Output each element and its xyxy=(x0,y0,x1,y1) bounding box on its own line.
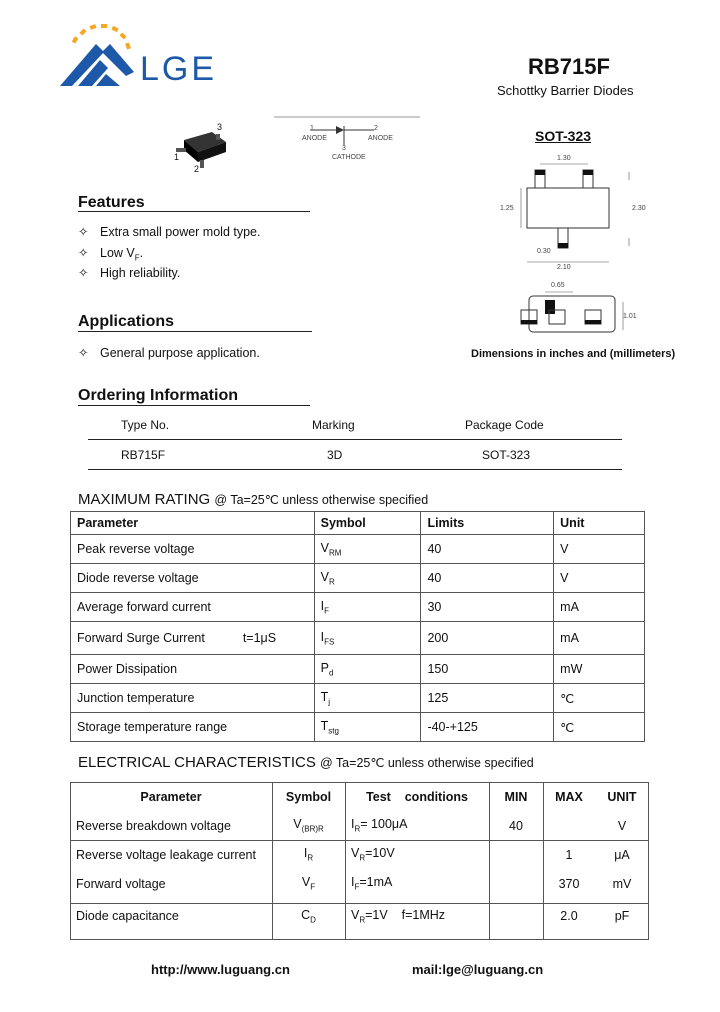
symbol-main: I xyxy=(320,629,325,644)
parameter-extra: t=1μS xyxy=(242,631,277,645)
package-top-view-drawing xyxy=(495,150,655,275)
row-parameter xyxy=(71,622,315,655)
symbol-sub: F xyxy=(324,606,329,616)
ec-condition xyxy=(345,840,489,869)
table-row xyxy=(71,535,645,564)
electrical-title: ELECTRICAL CHARACTERISTICS xyxy=(78,754,316,771)
dimensions-caption: Dimensions in inches and (millimeters) xyxy=(471,348,676,360)
ec-unit: μA xyxy=(614,847,630,862)
symbol-sub: R xyxy=(328,577,335,587)
feature-text: High reliability. xyxy=(100,266,181,280)
company-logo xyxy=(58,22,238,92)
feature-bullet-icon: ✧ xyxy=(78,266,89,280)
row-limit: 40 xyxy=(421,564,554,593)
ec-condition xyxy=(345,898,489,934)
feature-text: Low V xyxy=(100,246,135,260)
max-rating-table xyxy=(70,511,645,742)
dim-side-top: 0.65 xyxy=(551,282,565,289)
diode-schematic-icon xyxy=(274,115,420,171)
ec-cond-main: I xyxy=(351,875,355,890)
ec-header-parameter: Parameter xyxy=(140,789,202,804)
features-title: Features xyxy=(78,194,145,211)
package-top-view xyxy=(495,150,655,275)
row-parameter: Junction temperature xyxy=(71,684,315,713)
package-side-view-drawing xyxy=(515,280,645,340)
row-parameter: Average forward current xyxy=(71,593,315,622)
ec-parameter: Reverse voltage leakage current xyxy=(76,847,256,862)
ordering-header-package: Package Code xyxy=(465,418,544,432)
ec-header-min: MIN xyxy=(504,789,528,804)
dim-bottom-small: 0.30 xyxy=(537,248,551,255)
ec-min xyxy=(489,898,543,934)
electrical-note: @ Ta=25℃ unless otherwise specified xyxy=(320,756,534,770)
applications-title: Applications xyxy=(78,313,175,330)
ec-condition xyxy=(345,811,489,840)
ec-parameter: Forward voltage xyxy=(76,876,166,891)
application-item-1 xyxy=(78,345,260,360)
symbol-sub: FS xyxy=(324,637,335,647)
feature-text: Extra small power mold type. xyxy=(100,225,261,239)
ec-symbol xyxy=(272,898,345,934)
dim-side-right: 1.01 xyxy=(623,313,637,320)
ec-symbol-sub: R xyxy=(307,853,314,863)
ec-unit: V xyxy=(617,818,627,833)
table-row xyxy=(71,564,645,593)
ec-min xyxy=(489,840,543,869)
row-symbol xyxy=(314,684,421,713)
row-unit: V xyxy=(554,535,645,564)
ordering-title: Ordering Information xyxy=(78,387,238,404)
package-side-view xyxy=(515,280,645,340)
ec-symbol-sub: D xyxy=(310,915,316,925)
row-limit: 200 xyxy=(421,622,554,655)
symbol-main: I xyxy=(320,598,325,613)
ordering-header-rule xyxy=(88,439,622,440)
feature-bullet-icon: ✧ xyxy=(78,246,89,260)
electrical-heading xyxy=(78,754,534,771)
ec-cond-rest: =1V f=1MHz xyxy=(365,907,446,922)
circuit-symbol xyxy=(274,115,420,171)
pin-label-3: 3 xyxy=(217,122,223,132)
parameter-text: Forward Surge Current xyxy=(77,631,205,645)
feature-item-2 xyxy=(78,245,143,263)
ec-cond-sub: R xyxy=(354,824,361,834)
feature-item-3 xyxy=(78,265,180,280)
ordering-cell-marking: 3D xyxy=(327,448,343,462)
ec-min xyxy=(489,869,543,898)
row-symbol xyxy=(314,593,421,622)
row-unit: mA xyxy=(554,622,645,655)
dim-bottom: 2.10 xyxy=(557,264,571,271)
symbol-main: P xyxy=(320,660,329,675)
ec-symbol xyxy=(272,869,345,898)
package-illustration xyxy=(170,122,240,178)
ec-symbol xyxy=(272,811,345,840)
ec-header-max: MAX xyxy=(555,789,583,804)
feature-bullet-icon: ✧ xyxy=(78,225,89,239)
circuit-pin3-label: CATHODE xyxy=(332,154,366,161)
ec-max xyxy=(543,811,595,840)
table-row xyxy=(70,898,649,934)
ec-cond-main: V xyxy=(351,846,360,861)
max-rating-heading xyxy=(78,491,428,508)
ec-symbol-main: I xyxy=(303,846,308,861)
row-symbol xyxy=(314,622,421,655)
row-unit: V xyxy=(554,564,645,593)
symbol-sub: d xyxy=(328,668,334,678)
dim-left: 1.25 xyxy=(500,205,514,212)
features-rule xyxy=(78,211,310,212)
max-rating-note: @ Ta=25℃ unless otherwise specified xyxy=(214,493,429,507)
circuit-pin1: 1 xyxy=(310,125,314,132)
applications-rule xyxy=(78,331,312,332)
part-subtitle: Schottky Barrier Diodes xyxy=(497,83,634,98)
ordering-rule xyxy=(78,405,310,406)
row-symbol xyxy=(314,713,421,742)
row-limit: 150 xyxy=(421,655,554,684)
table-row xyxy=(71,622,645,655)
ec-cond-rest: =10V xyxy=(365,846,395,861)
ec-symbol-main: V xyxy=(293,817,302,832)
ec-max: 1 xyxy=(565,847,573,862)
symbol-sub: stg xyxy=(328,726,339,736)
ec-unit: pF xyxy=(614,909,630,923)
ec-max: 370 xyxy=(558,876,580,891)
ec-cond-sub: F xyxy=(354,882,360,892)
header-parameter: Parameter xyxy=(71,512,315,535)
row-parameter: Peak reverse voltage xyxy=(71,535,315,564)
row-unit: ℃ xyxy=(554,713,645,742)
electrical-header-row xyxy=(70,782,649,811)
row-unit: ℃ xyxy=(554,684,645,713)
dim-right: 2.30 xyxy=(632,205,646,212)
row-parameter: Storage temperature range xyxy=(71,713,315,742)
row-limit: 40 xyxy=(421,535,554,564)
table-row xyxy=(71,713,645,742)
row-parameter: Diode reverse voltage xyxy=(71,564,315,593)
symbol-main: T xyxy=(320,689,329,704)
symbol-main: V xyxy=(320,569,329,584)
ec-cond-rest: = 100μA xyxy=(360,817,408,832)
max-rating-header-row xyxy=(71,512,645,535)
row-limit: 30 xyxy=(421,593,554,622)
ec-symbol xyxy=(272,840,345,869)
ec-symbol-sub: (BR)R xyxy=(301,824,324,834)
ec-parameter: Reverse breakdown voltage xyxy=(76,818,231,833)
ec-symbol-main: V xyxy=(301,875,311,890)
row-symbol xyxy=(314,535,421,564)
row-unit: mA xyxy=(554,593,645,622)
symbol-main: V xyxy=(320,540,329,555)
ec-cond-main: V xyxy=(351,907,360,922)
ec-min: 40 xyxy=(509,818,523,833)
feature-sub: F xyxy=(134,253,140,263)
ec-condition xyxy=(345,869,489,898)
ec-symbol-main: C xyxy=(301,907,311,922)
row-symbol xyxy=(314,564,421,593)
ec-cond-sub: R xyxy=(359,915,366,925)
pin-label-1: 1 xyxy=(174,152,180,162)
symbol-sub: j xyxy=(328,697,331,707)
ec-cond-main: I xyxy=(351,817,355,832)
ordering-header-type: Type No. xyxy=(121,418,170,432)
max-rating-title: MAXIMUM RATING xyxy=(78,491,211,508)
ec-unit: mV xyxy=(612,876,632,891)
row-unit: mW xyxy=(554,655,645,684)
row-limit: -40-+125 xyxy=(421,713,554,742)
ec-symbol-sub: F xyxy=(310,882,316,892)
row-symbol xyxy=(314,655,421,684)
ec-header-unit: UNIT xyxy=(607,789,637,804)
circuit-pin3: 3 xyxy=(342,145,346,152)
sot323-package-icon xyxy=(170,122,240,178)
table-row xyxy=(70,840,649,869)
symbol-main: T xyxy=(320,718,329,733)
header-limits: Limits xyxy=(421,512,554,535)
ec-cond-rest: =1mA xyxy=(359,875,393,890)
ec-header-conditions: Test conditions xyxy=(366,789,468,804)
dim-top: 1.30 xyxy=(557,155,571,162)
ordering-header-marking: Marking xyxy=(312,418,355,432)
header-unit: Unit xyxy=(554,512,645,535)
part-number: RB715F xyxy=(528,54,610,79)
ordering-cell-package: SOT-323 xyxy=(482,448,531,462)
feature-suffix: . xyxy=(139,246,144,260)
application-bullet-icon: ✧ xyxy=(78,346,89,360)
ec-max: 2.0 xyxy=(560,909,578,923)
pin-label-2: 2 xyxy=(194,164,200,174)
electrical-table xyxy=(70,782,649,934)
ec-cond-sub: R xyxy=(359,853,366,863)
table-row xyxy=(71,655,645,684)
circuit-pin1-label: ANODE xyxy=(302,135,327,142)
ec-header-symbol: Symbol xyxy=(285,789,332,804)
table-row xyxy=(70,869,649,898)
header-symbol: Symbol xyxy=(314,512,421,535)
table-row xyxy=(71,593,645,622)
circuit-pin2: 2 xyxy=(374,125,378,132)
row-limit: 125 xyxy=(421,684,554,713)
footer-url-link[interactable]: http://www.luguang.cn xyxy=(151,962,290,977)
table-row xyxy=(70,811,649,840)
ordering-bottom-rule xyxy=(88,469,622,470)
ec-parameter: Diode capacitance xyxy=(76,909,179,923)
symbol-sub: RM xyxy=(328,548,342,558)
circuit-pin2-label: ANODE xyxy=(368,135,393,142)
package-name: SOT-323 xyxy=(535,128,592,144)
ordering-cell-type: RB715F xyxy=(121,448,166,462)
feature-item-1 xyxy=(78,224,260,239)
row-parameter: Power Dissipation xyxy=(71,655,315,684)
logo-emblem-icon xyxy=(58,22,138,92)
logo-text: LGE xyxy=(140,50,218,88)
footer-mail-link[interactable]: mail:lge@luguang.cn xyxy=(412,962,544,977)
table-row xyxy=(71,684,645,713)
application-text: General purpose application. xyxy=(100,346,260,360)
